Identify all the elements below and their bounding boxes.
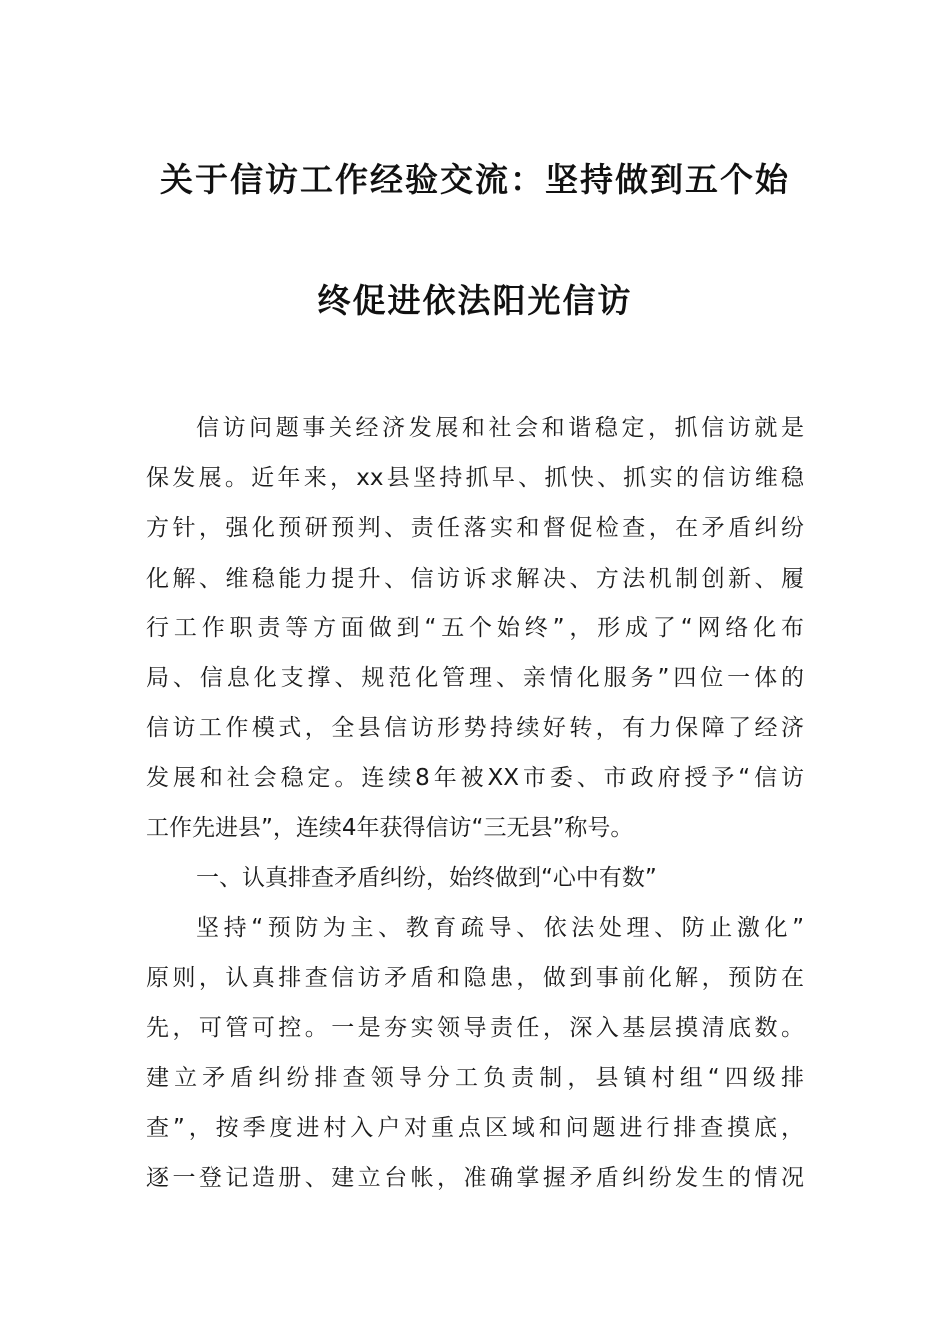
section-heading-text: 一、认真排查矛盾纠纷，始终做到“心中有数” [196,865,657,891]
paragraph-text: 查”，按季度进村入户对重点区域和问题进行排查摸底， [146,1115,804,1141]
paragraph-1-line-5 [0,612,950,644]
paragraph-1-line-1 [0,412,950,444]
paragraph-2-line-2 [0,962,950,994]
paragraph-text: 建立矛盾纠纷排查领导分工负责制，县镇村组“四级排 [146,1065,804,1091]
paragraph-text: 坚持“预防为主、教育疏导、依法处理、防止激化” [196,915,804,941]
paragraph-1-line-8 [0,762,950,794]
paragraph-1-line-7 [0,712,950,744]
paragraph-1-line-9 [0,812,950,844]
paragraph-text: 信访问题事关经济发展和社会和谐稳定，抓信访就是 [196,415,804,441]
paragraph-2-line-4 [0,1062,950,1094]
paragraph-1-line-3 [0,512,950,544]
paragraph-text: 信访工作模式，全县信访形势持续好转，有力保障了经济 [146,715,804,741]
paragraph-text: 化解、维稳能力提升、信访诉求解决、方法机制创新、履 [146,566,804,592]
document-title-line-1: 关于信访工作经验交流：坚持做到五个始 [160,160,790,199]
paragraph-text: 方针，强化预研预判、责任落实和督促检查，在矛盾纠纷 [146,515,804,541]
section-heading-1 [0,862,950,894]
document-title-line-2: 终促进依法阳光信访 [317,281,633,320]
paragraph-text: 行工作职责等方面做到“五个始终”，形成了“网络化布 [146,615,804,641]
paragraph-2-line-1 [0,912,950,944]
paragraph-text: 局、信息化支撑、规范化管理、亲情化服务”四位一体的 [146,665,804,691]
paragraph-2-line-6 [0,1162,950,1194]
paragraph-2-line-5 [0,1112,950,1144]
paragraph-1-line-6 [0,662,950,694]
paragraph-text: 保发展。近年来，xx县坚持抓早、抓快、抓实的信访维稳 [146,465,804,491]
paragraph-text: 工作先进县”，连续4年获得信访“三无县”称号。 [146,815,634,841]
paragraph-text: 原则，认真排查信访矛盾和隐患，做到事前化解，预防在 [146,965,804,991]
paragraph-text: 先，可管可控。一是夯实领导责任，深入基层摸清底数。 [146,1015,804,1041]
paragraph-1-line-2 [0,462,950,494]
paragraph-1-line-4 [0,563,950,595]
paragraph-text: 逐一登记造册、建立台帐，准确掌握矛盾纠纷发生的情况 [146,1165,804,1191]
paragraph-text: 发展和社会稳定。连续8年被XX市委、市政府授予“信访 [146,765,804,791]
paragraph-2-line-3 [0,1012,950,1044]
